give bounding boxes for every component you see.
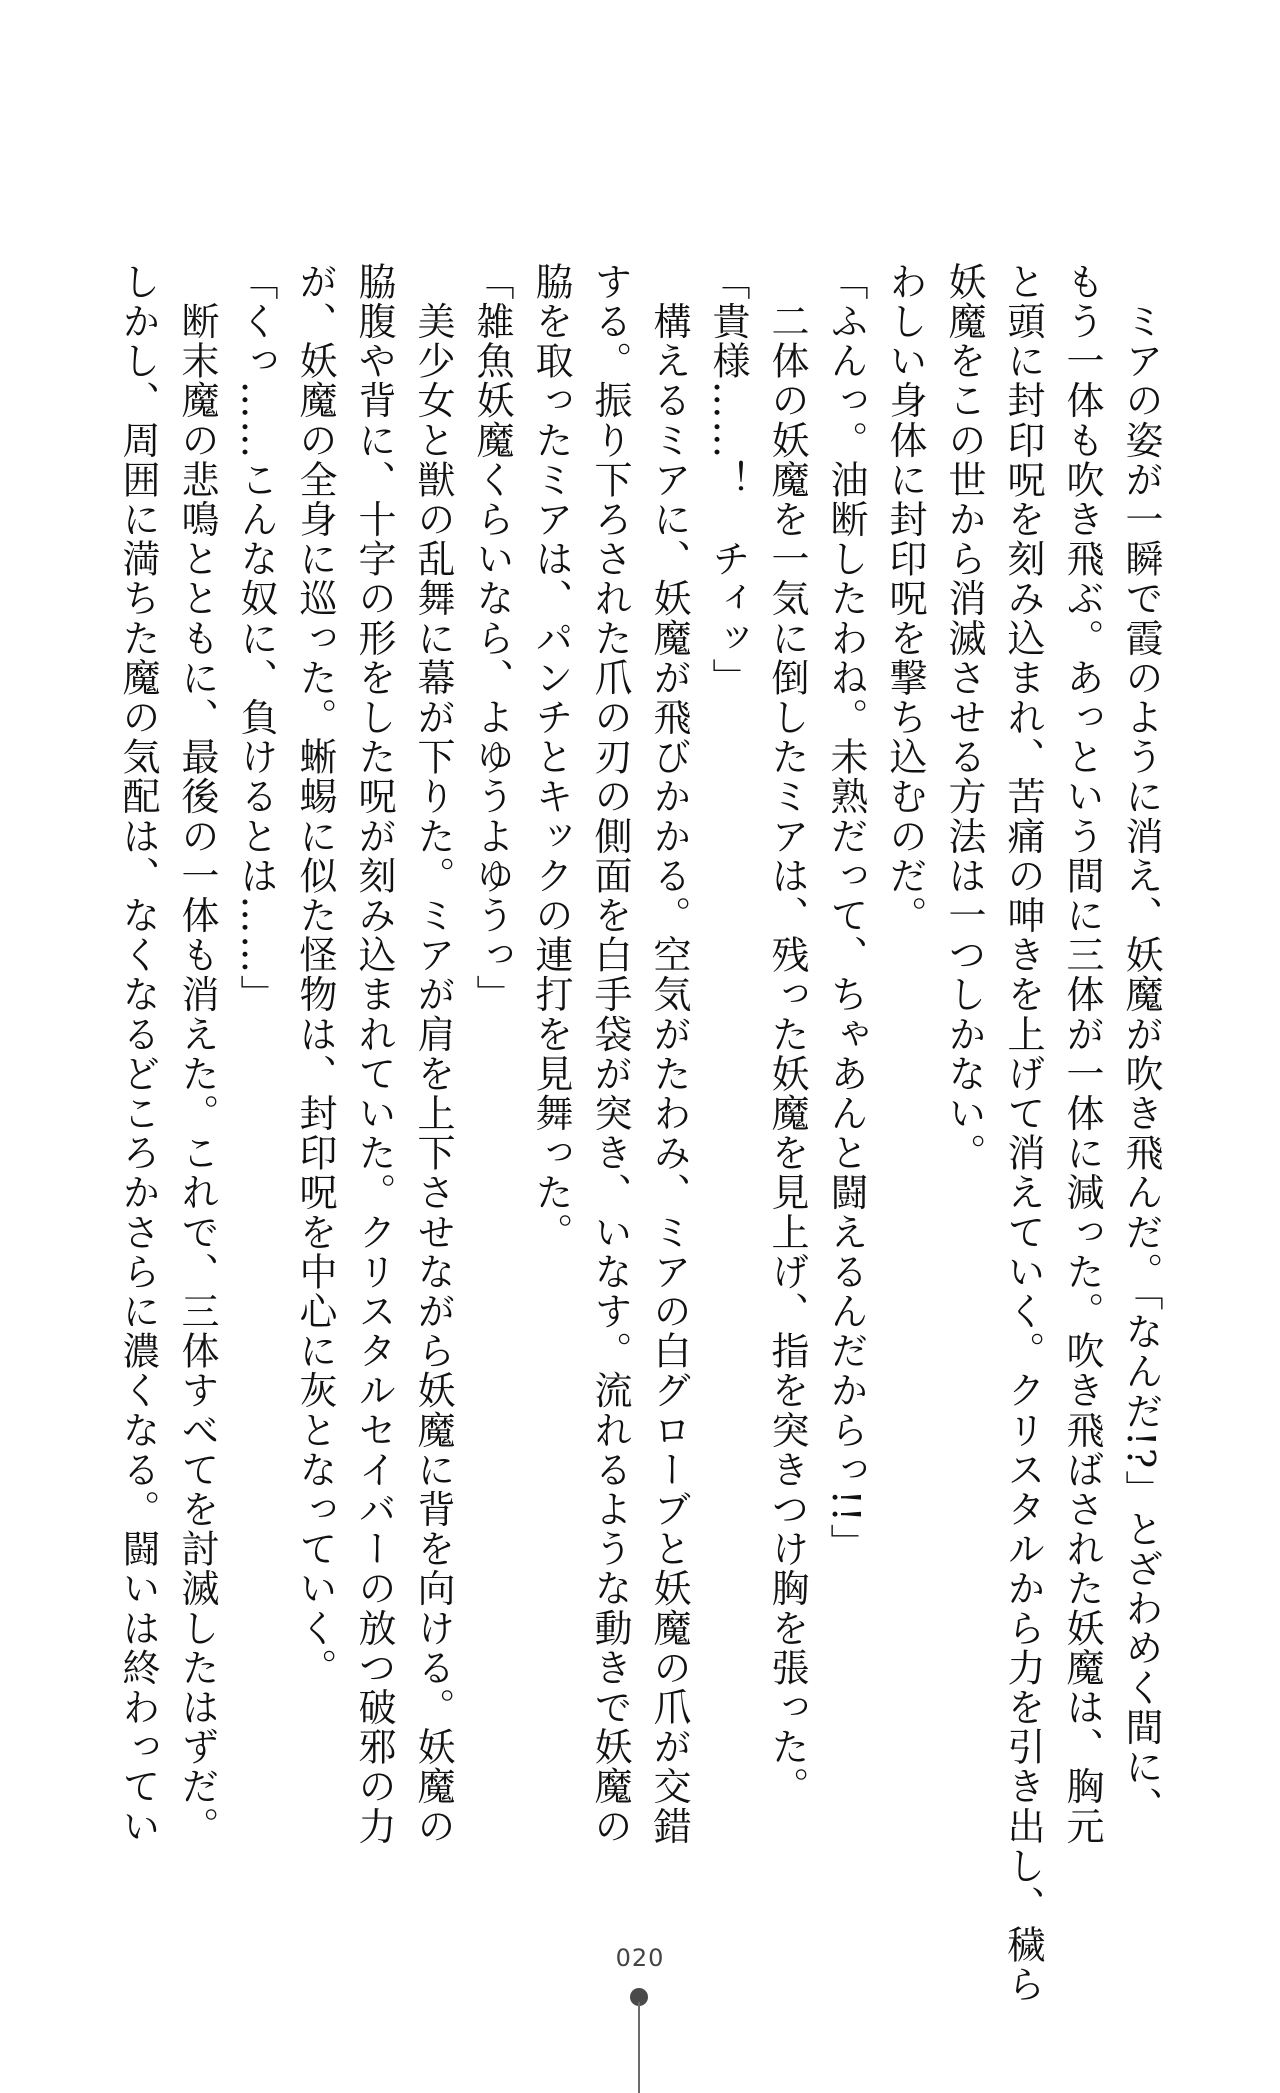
text-line: 「ふんっ。油断したわね。未熟だって、ちゃあんと闘えるんだからっ!!」 — [824, 262, 868, 1563]
text-line: 美少女と獣の乱舞に幕が下りた。ミアが肩を上下させながら妖魔に背を向ける。妖魔の — [411, 262, 455, 1846]
text-line: 断末魔の悲鳴とともに、最後の一体も消えた。これで、三体すべてを討滅したはずだ。 — [175, 262, 219, 1846]
text-line: 「雑魚妖魔くらいなら、よゆうよゆうっ」 — [470, 262, 514, 1015]
text-line: 妖魔をこの世から消滅させる方法は一つしかない。 — [942, 262, 986, 1173]
text-line: 脇腹や背に、十字の形をした呪が刻み込まれていた。クリスタルセイバーの放つ破邪の力 — [352, 262, 396, 1846]
text-line: 「貴様……！ チィッ」 — [706, 262, 750, 698]
footer-rule — [638, 2002, 640, 2093]
text-line: しかし、周囲に満ちた魔の気配は、なくなるどころかさらに濃くなる。闘いは終わってい — [116, 262, 160, 1846]
text-line: 二体の妖魔を一気に倒したミアは、残った妖魔を見上げ、指を突きつけ胸を張った。 — [765, 262, 809, 1807]
text-line: もう一体も吹き飛ぶ。あっという間に三体が一体に減った。吹き飛ばされた妖魔は、胸元 — [1060, 262, 1104, 1846]
page-number: 020 — [615, 1944, 665, 1972]
text-line: と頭に封印呪を刻み込まれ、苦痛の呻きを上げて消えていく。クリスタルから力を引き出し、穢ら — [1001, 262, 1045, 2005]
text-line: 構えるミアに、妖魔が飛びかかる。空気がたわみ、ミアの白グローブと妖魔の爪が交錯 — [647, 262, 691, 1846]
text-line: わしい身体に封印呪を撃ち込むのだ。 — [883, 262, 927, 936]
text-line: ミアの姿が一瞬で霞のように消え、妖魔が吹き飛んだ。「なんだ!?」とざわめく間に、 — [1119, 262, 1163, 1827]
text-line: 脇を取ったミアは、パンチとキックの連打を見舞った。 — [529, 262, 573, 1252]
text-line: 「くっ……こんな奴に、負けるとは……」 — [234, 262, 278, 1015]
page-footer — [0, 1944, 1280, 2093]
text-line: する。振り下ろされた爪の刃の側面を白手袋が突き、いなす。流れるような動きで妖魔の — [588, 262, 632, 1846]
text-line: が、妖魔の全身に巡った。蜥蜴に似た怪物は、封印呪を中心に灰となっていく。 — [293, 262, 337, 1688]
